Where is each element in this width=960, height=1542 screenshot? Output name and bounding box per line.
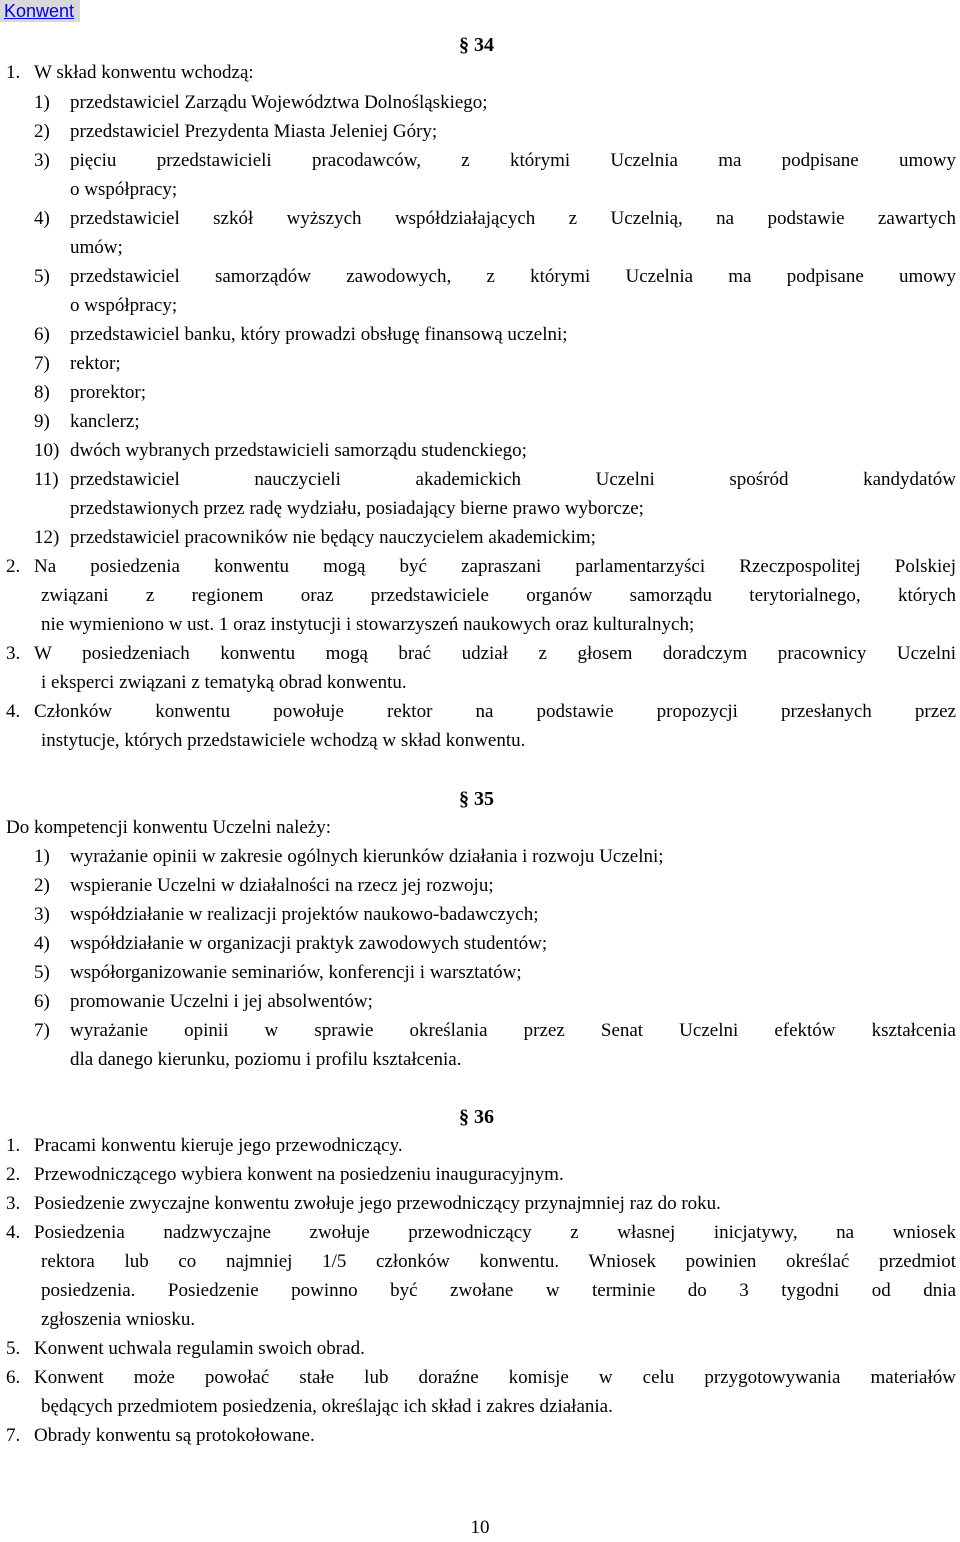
sec34-item-number: 10) bbox=[34, 440, 60, 461]
sec36-item-number: 4. bbox=[6, 1222, 21, 1243]
sec34-p3-line: W posiedzeniach konwentu mogą brać udział z głosem doradczym pracownicy Uczelni bbox=[34, 643, 956, 664]
sec36-item-line: będących przedmiotem posiedzenia, określając ich skład i zakres działania. bbox=[41, 1396, 613, 1417]
sec34-item-line: przedstawiciel Zarządu Województwa Dolnośląskiego; bbox=[70, 92, 488, 113]
sec36-item-line: Przewodniczącego wybiera konwent na posiedzeniu inauguracyjnym. bbox=[34, 1164, 564, 1185]
sec34-item-number: 8) bbox=[34, 382, 50, 403]
sec35-item-number: 4) bbox=[34, 933, 50, 954]
sec36-item-line: zgłoszenia wniosku. bbox=[41, 1309, 196, 1330]
sec36-item-number: 1. bbox=[6, 1135, 21, 1156]
sec34-p1-text: W skład konwentu wchodzą: bbox=[34, 62, 254, 83]
sec35-intro: Do kompetencji konwentu Uczelni należy: bbox=[6, 817, 332, 838]
sec36-item-number: 6. bbox=[6, 1367, 21, 1388]
sec34-item-line: pięciu przedstawicieli pracodawców, z którymi Uczelnia ma podpisane umowy bbox=[70, 150, 956, 171]
sec34-item-line: o współpracy; bbox=[70, 179, 178, 200]
sec34-item-line: prorektor; bbox=[70, 382, 146, 403]
sec35-item-line: wspieranie Uczelni w działalności na rzecz jej rozwoju; bbox=[70, 875, 494, 896]
sec34-item-number: 3) bbox=[34, 150, 50, 171]
sec36-item-line: posiedzenia. Posiedzenie powinno być zwołane w terminie do 3 tygodni od dnia bbox=[41, 1280, 956, 1301]
sec34-p2-line: związani z regionem oraz przedstawiciele organów samorządu terytorialnego, których bbox=[41, 585, 956, 606]
sec34-p4-line: Członków konwentu powołuje rektor na podstawie propozycji przesłanych przez bbox=[34, 701, 956, 722]
sec34-item-line: przedstawiciel Prezydenta Miasta Jeleniej Góry; bbox=[70, 121, 438, 142]
sec34-item-line: rektor; bbox=[70, 353, 121, 374]
tab-konwent[interactable]: Konwent bbox=[0, 0, 80, 22]
sec34-item-number: 11) bbox=[34, 469, 59, 490]
sec35-item-line: wyrażanie opinii w zakresie ogólnych kierunków działania i rozwoju Uczelni; bbox=[70, 846, 664, 867]
sec36-item-number: 2. bbox=[6, 1164, 21, 1185]
sec36-item-line: Pracami konwentu kieruje jego przewodniczący. bbox=[34, 1135, 403, 1156]
sec34-item-number: 4) bbox=[34, 208, 50, 229]
sec36-item-line: rektora lub co najmniej 1/5 członków konwentu. Wniosek powinien określać przedmiot bbox=[41, 1251, 956, 1272]
section-36-heading: § 36 bbox=[459, 1106, 494, 1128]
sec35-item-line: dla danego kierunku, poziomu i profilu kształcenia. bbox=[70, 1049, 462, 1070]
sec36-item-line: Konwent uchwala regulamin swoich obrad. bbox=[34, 1338, 365, 1359]
sec36-item-number: 3. bbox=[6, 1193, 21, 1214]
page-number: 10 bbox=[470, 1517, 490, 1538]
sec34-p4-line: instytucje, których przedstawiciele wchodzą w skład konwentu. bbox=[41, 730, 526, 751]
sec34-item-line: przedstawiciel nauczycieli akademickich Uczelni spośród kandydatów bbox=[70, 469, 956, 490]
sec34-item-number: 2) bbox=[34, 121, 50, 142]
sec36-item-line: Posiedzenie zwyczajne konwentu zwołuje jego przewodniczący przynajmniej raz do roku. bbox=[34, 1193, 721, 1214]
sec34-p2-line: Na posiedzenia konwentu mogą być zapraszani parlamentarzyści Rzeczpospolitej Polskiej bbox=[34, 556, 956, 577]
sec35-item-line: współdziałanie w realizacji projektów naukowo-badawczych; bbox=[70, 904, 539, 925]
sec36-item-number: 7. bbox=[6, 1425, 21, 1446]
sec34-item-line: przedstawiciel pracowników nie będący nauczycielem akademickim; bbox=[70, 527, 596, 548]
sec35-item-number: 5) bbox=[34, 962, 50, 983]
sec34-item-number: 9) bbox=[34, 411, 50, 432]
sec34-item-line: umów; bbox=[70, 237, 123, 258]
sec34-item-line: o współpracy; bbox=[70, 295, 178, 316]
sec36-item-line: Posiedzenia nadzwyczajne zwołuje przewodniczący z własnej inicjatywy, na wniosek bbox=[34, 1222, 956, 1243]
sec36-item-line: Konwent może powołać stałe lub doraźne komisje w celu przygotowywania materiałów bbox=[34, 1367, 956, 1388]
sec34-p3-line: i eksperci związani z tematyką obrad konwentu. bbox=[41, 672, 407, 693]
sec34-p4-number: 4. bbox=[6, 701, 21, 722]
sec34-item-number: 5) bbox=[34, 266, 50, 287]
sec35-item-line: promowanie Uczelni i jej absolwentów; bbox=[70, 991, 373, 1012]
sec34-item-line: przedstawionych przez radę wydziału, posiadający bierne prawo wyborcze; bbox=[70, 498, 644, 519]
sec34-item-number: 12) bbox=[34, 527, 60, 548]
section-34-heading: § 34 bbox=[459, 34, 494, 56]
sec35-item-line: współdziałanie w organizacji praktyk zawodowych studentów; bbox=[70, 933, 548, 954]
sec35-item-number: 2) bbox=[34, 875, 50, 896]
sec34-item-number: 1) bbox=[34, 92, 50, 113]
sec34-p1-number: 1. bbox=[6, 62, 21, 83]
section-35-heading: § 35 bbox=[459, 788, 494, 810]
sec35-item-line: współorganizowanie seminariów, konferencji i warsztatów; bbox=[70, 962, 522, 983]
sec36-item-number: 5. bbox=[6, 1338, 21, 1359]
sec35-item-number: 1) bbox=[34, 846, 50, 867]
sec34-p3-number: 3. bbox=[6, 643, 21, 664]
sec34-item-line: przedstawiciel samorządów zawodowych, z którymi Uczelnia ma podpisane umowy bbox=[70, 266, 956, 287]
sec36-item-line: Obrady konwentu są protokołowane. bbox=[34, 1425, 315, 1446]
sec35-item-line: wyrażanie opinii w sprawie określania przez Senat Uczelni efektów kształcenia bbox=[70, 1020, 956, 1041]
sec35-item-number: 6) bbox=[34, 991, 50, 1012]
sec34-p2-line: nie wymieniono w ust. 1 oraz instytucji i stowarzyszeń naukowych oraz kulturalnych; bbox=[41, 614, 695, 635]
sec34-item-number: 6) bbox=[34, 324, 50, 345]
sec34-p2-number: 2. bbox=[6, 556, 21, 577]
sec34-item-line: przedstawiciel banku, który prowadzi obsługę finansową uczelni; bbox=[70, 324, 568, 345]
sec35-item-number: 3) bbox=[34, 904, 50, 925]
sec35-item-number: 7) bbox=[34, 1020, 50, 1041]
sec34-item-line: dwóch wybranych przedstawicieli samorządu studenckiego; bbox=[70, 440, 527, 461]
sec34-item-line: przedstawiciel szkół wyższych współdziałających z Uczelnią, na podstawie zawartych bbox=[70, 208, 956, 229]
sec34-item-line: kanclerz; bbox=[70, 411, 140, 432]
sec34-item-number: 7) bbox=[34, 353, 50, 374]
